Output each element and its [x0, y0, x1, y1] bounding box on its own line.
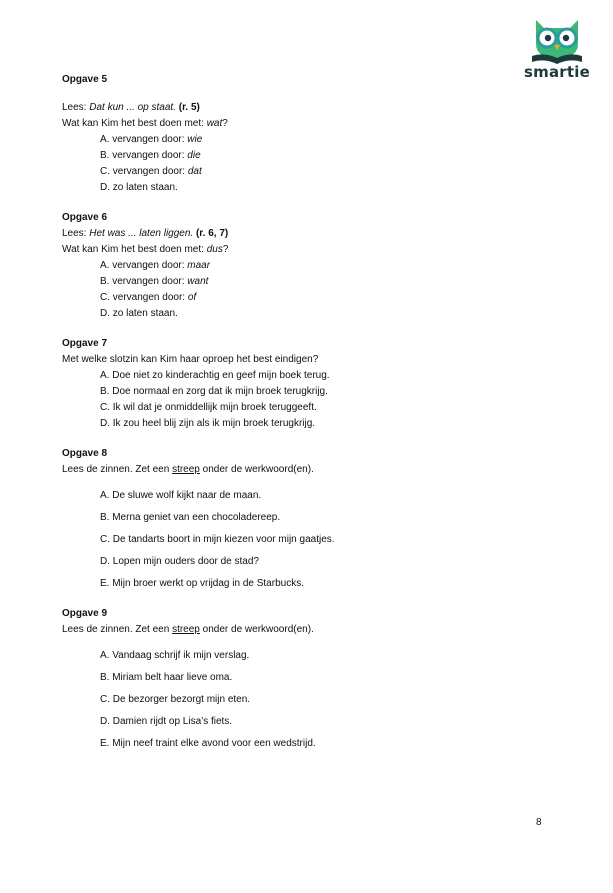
- sentence-c: C. De bezorger bezorgt mijn eten.: [100, 694, 251, 705]
- worksheet-content: [62, 72, 562, 766]
- exercise-5: [62, 72, 562, 196]
- question-line: Wat kan Kim het best doen met: wat?: [62, 118, 228, 129]
- sentence-b: B. Miriam belt haar lieve oma.: [100, 672, 233, 683]
- exercise-title: Opgave 9: [62, 608, 108, 619]
- instruction-line: Lees de zinnen. Zet een streep onder de werkwoord(en).: [62, 624, 314, 635]
- owl-icon: [528, 14, 586, 64]
- exercise-8: [62, 446, 562, 592]
- option-c: C. Ik wil dat je onmiddellijk mijn broek teruggeeft.: [100, 402, 317, 413]
- option-d: D. zo laten staan.: [100, 182, 178, 193]
- sentence-b: B. Merna geniet van een chocoladereep.: [100, 512, 281, 523]
- sentence-c: C. De tandarts boort in mijn kiezen voor mijn gaatjes.: [100, 534, 335, 545]
- sentence-e: E. Mijn broer werkt op vrijdag in de Starbucks.: [100, 578, 304, 589]
- question-line: Met welke slotzin kan Kim haar oproep het best eindigen?: [62, 354, 319, 365]
- read-line: Lees: Dat kun ... op staat. (r. 5): [62, 102, 200, 113]
- option-b: B. vervangen door: die: [100, 150, 201, 161]
- exercise-title: Opgave 6: [62, 212, 108, 223]
- sentence-a: A. De sluwe wolf kijkt naar de maan.: [100, 490, 262, 501]
- instruction-line: Lees de zinnen. Zet een streep onder de werkwoord(en).: [62, 464, 314, 475]
- option-c: C. vervangen door: of: [100, 292, 197, 303]
- option-b: B. vervangen door: want: [100, 276, 209, 287]
- option-b: B. Doe normaal en zorg dat ik mijn broek terugkrijg.: [100, 386, 328, 397]
- logo-wordmark: smartie: [524, 63, 590, 81]
- option-a: A. Doe niet zo kinderachtig en geef mijn boek terug.: [100, 370, 330, 381]
- page-number: 8: [536, 817, 542, 828]
- exercise-title: Opgave 8: [62, 448, 108, 459]
- exercise-title: Opgave 7: [62, 338, 108, 349]
- sentence-e: E. Mijn neef traint elke avond voor een wedstrijd.: [100, 738, 316, 749]
- option-d: D. zo laten staan.: [100, 308, 178, 319]
- option-a: A. vervangen door: maar: [100, 260, 211, 271]
- exercise-9: [62, 606, 562, 752]
- option-d: D. Ik zou heel blij zijn als ik mijn broek terugkrijg.: [100, 418, 316, 429]
- read-line: Lees: Het was ... laten liggen. (r. 6, 7): [62, 228, 229, 239]
- exercise-6: [62, 210, 562, 322]
- sentence-a: A. Vandaag schrijf ik mijn verslag.: [100, 650, 250, 661]
- question-line: Wat kan Kim het best doen met: dus?: [62, 244, 229, 255]
- sentence-d: D. Lopen mijn ouders door de stad?: [100, 556, 259, 567]
- exercise-title: Opgave 5: [62, 74, 108, 85]
- option-c: C. vervangen door: dat: [100, 166, 202, 177]
- exercise-7: [62, 336, 562, 432]
- sentence-d: D. Damien rijdt op Lisa’s fiets.: [100, 716, 233, 727]
- option-a: A. vervangen door: wie: [100, 134, 203, 145]
